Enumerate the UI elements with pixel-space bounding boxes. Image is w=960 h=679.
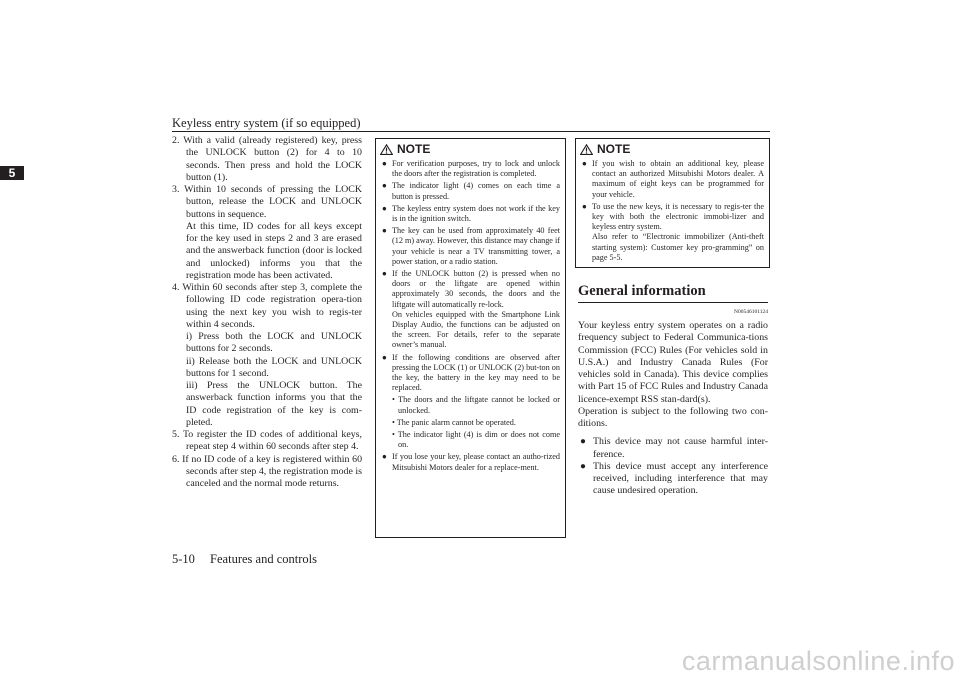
note-item-extra: On vehicles equipped with the Smartphone Link Display Audio, the functions can be adjusted on the screen. For details, refer to the separate owner’s manual. [392, 309, 560, 350]
general-paragraph: Your keyless entry system operates on a radio frequency subject to Federal Communica-tions Commission (FCC) Rules (For vehicles sold in U.S.A.) and Industry Canada Rules (For vehicles sold in Canada). This device complies with Part 15 of FCC Rules and Industry Canada licence-exempt RSS stan-dard(s). [578, 320, 768, 405]
note-box [375, 138, 566, 538]
note-item: ● If the following conditions are observed after pressing the LOCK (1) or UNLOCK (2) but-ton on the key, the battery in the key may need to be replaced. • The doors and the liftgate cannot be locked or unlocked. • The panic alarm cannot be operated. • The indicator light (4) is dim or does not come on. [382, 352, 560, 450]
step-5: 5. To register the ID codes of additional keys, repeat step 4 within 60 seconds after step 4. [172, 429, 362, 453]
section-heading: General information [578, 283, 768, 303]
step-4-sub-i: i) Press both the LOCK and UNLOCK buttons for 2 seconds. [186, 331, 362, 355]
step-6: 6. If no ID code of a key is registered within 60 seconds after step 4, the registration mode is canceled and the normal mode returns. [172, 453, 363, 489]
page-number: 5-10 [172, 552, 195, 566]
step-3-detail: At this time, ID codes for all keys except for the key used in steps 2 and 3 are erased and the answerback function (door is locked and unlocked) informs you that the registration mode has been activated. [186, 220, 362, 281]
note-header: NOTE [376, 139, 565, 159]
note-item: ● If the UNLOCK button (2) is pressed when no doors or the liftgate are opened within approximately 30 seconds, the doors and the liftgate will automatically re-lock. On vehicles equipped with the Smartphone Link Display Audio, the functions can be adjusted on the screen. For details, refer to the separate owner’s manual. [382, 269, 560, 350]
note-subitem: • The panic alarm cannot be operated. [392, 417, 516, 427]
note-subitem: • The doors and the liftgate cannot be locked or unlocked. [392, 395, 560, 415]
note-icon [580, 144, 593, 155]
section-id: N00546101124 [733, 309, 768, 315]
step-4-sub-iii: iii) Press the UNLOCK button. The answerback function informs you that the ID code registration of the key is com-pleted. [186, 380, 362, 428]
condition-item: ● This device may not cause harmful inter-ference. [580, 436, 768, 460]
page-header-title: Keyless entry system (if so equipped) [172, 116, 361, 130]
step-4-sub-ii: ii) Release both the LOCK and UNLOCK buttons for 1 second. [186, 355, 362, 379]
note-item: ● For verification purposes, try to lock and unlock the doors after the registration is completed. [382, 159, 560, 179]
watermark: carmanualsonline.info [681, 646, 955, 676]
note-item: ● If you wish to obtain an additional key, please contact an authorized Mitsubishi Motors dealer. A maximum of eight keys can be programmed for your vehicle. [582, 159, 764, 199]
note-header: NOTE [576, 139, 769, 159]
registration-steps [172, 135, 362, 490]
note-icon [380, 144, 393, 155]
footer-section: Features and controls [210, 552, 317, 566]
note-item: ● To use the new keys, it is necessary to regis-ter the key with both the electronic immobi-lizer and keyless entry system. Also refer to “Electronic immobilizer (Anti-theft starting system): Customer key pro-gramming” on page 5-5. [582, 201, 764, 262]
condition-item: ● This device must accept any interference received, including interference that may cause undesired operation. [580, 460, 768, 497]
note-subitem: • The indicator light (4) is dim or does not come on. [392, 430, 560, 450]
general-information [578, 320, 768, 498]
step-2: 2. With a valid (already registered) key, press the UNLOCK button (2) for 4 to 10 seconds. Then press and hold the LOCK button (1). [172, 135, 362, 183]
step-4: 4. Within 60 seconds after step 3, complete the following ID code registration opera-tion using the next key you wish to regis-ter within 4 seconds. i) Press both the LOCK and UNLOCK buttons for 2 seconds. ii) Release both the LOCK and UNLOCK buttons for 1 second. iii) Press the UNLOCK button. The answerback function informs you that the ID code registration of the key is com-pleted. [172, 282, 363, 428]
note-item: ● If you lose your key, please contact an autho-rized Mitsubishi Motors dealer for a replace-ment. [382, 452, 560, 472]
step-3: 3. Within 10 seconds of pressing the LOCK button, release the LOCK and UNLOCK buttons in sequence. At this time, ID codes for all keys except for the key used in steps 2 and 3 are erased and the answerback function (door is locked and unlocked) informs you that the registration mode has been activated. [172, 184, 362, 281]
note-item-extra: Also refer to “Electronic immobilizer (Anti-theft starting system): Customer key pro-gramming” on page 5-5. [592, 232, 764, 262]
header-rule [172, 131, 770, 132]
note-item: ● The indicator light (4) comes on each time a button is pressed. [382, 181, 560, 201]
note-box-2 [575, 138, 770, 268]
note-item: ● The keyless entry system does not work if the key is in the ignition switch. [382, 203, 560, 224]
chapter-tab: 5 [0, 166, 24, 180]
page-footer [172, 552, 329, 567]
note-item: ● The key can be used from approximately 40 feet (12 m) away. However, this distance may change if your vehicle is near a TV transmitting tower, a power station, or a radio station. [382, 226, 560, 266]
general-paragraph-2: Operation is subject to the following two con-ditions. [578, 405, 768, 429]
